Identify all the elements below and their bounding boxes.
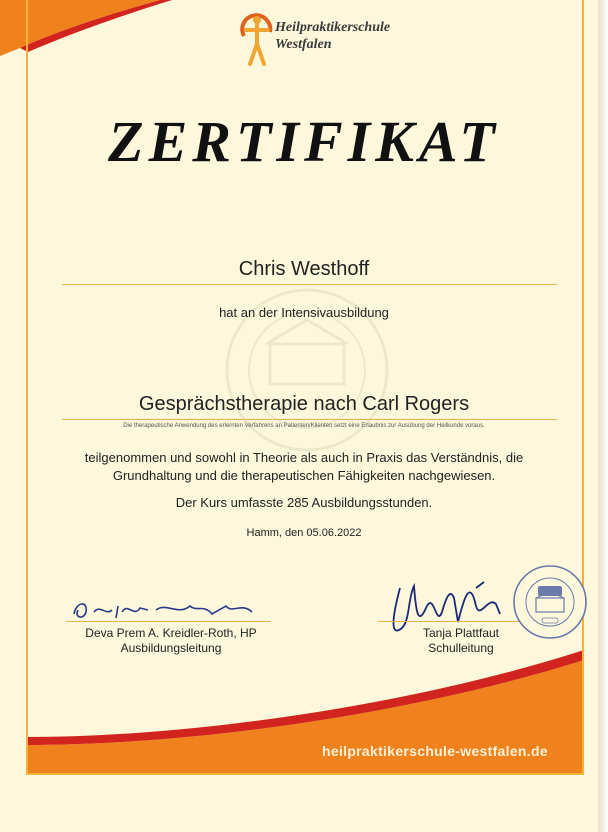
course-intro-text: hat an der Intensivausbildung xyxy=(219,305,389,320)
school-seal-stamp-icon xyxy=(508,556,588,646)
recipient-name: Chris Westhoff xyxy=(238,258,370,280)
course-hours: Der Kurs umfasste 285 Ausbildungsstunden. xyxy=(175,495,433,510)
scan-edge xyxy=(598,0,608,832)
signature-left-block xyxy=(66,626,276,656)
course-underline xyxy=(62,419,557,420)
school-name xyxy=(275,19,390,53)
signatory-left-role: Ausbildungsleitung xyxy=(120,641,222,655)
body-text xyxy=(0,449,598,485)
figure-with-sun-logo-icon xyxy=(238,6,276,68)
signatory-right-name: Tanja Plattfaut xyxy=(422,626,500,640)
disclaimer-text: Die therapeutische Anwendung des erlernten Verfahrens an Patienten/Klienten setzt eine Erlaubnis zur Ausübung der Heilkunde voraus. xyxy=(123,423,485,429)
body-line-2: Grundhaltung und die therapeutischen Fähigkeiten nachgewiesen. xyxy=(112,468,496,483)
recipient-underline xyxy=(62,284,557,285)
body-line-1: teilgenommen und sowohl in Theorie als auch in Praxis das Verständnis, die xyxy=(84,450,524,465)
certificate-title: ZERTIFIKAT xyxy=(108,109,500,174)
signature-line-left xyxy=(66,621,271,622)
signatory-left-name: Deva Prem A. Kreidler-Roth, HP xyxy=(85,626,257,640)
website-url: heilpraktikerschule-westfalen.de xyxy=(322,743,548,759)
signatory-right-role: Schulleitung xyxy=(428,641,494,655)
school-name-line1: Heilpraktikerschule xyxy=(275,20,391,35)
place-and-date: Hamm, den 05.06.2022 xyxy=(246,527,362,539)
course-title: Gesprächstherapie nach Carl Rogers xyxy=(138,393,470,415)
school-name-line2: Westfalen xyxy=(275,37,332,52)
